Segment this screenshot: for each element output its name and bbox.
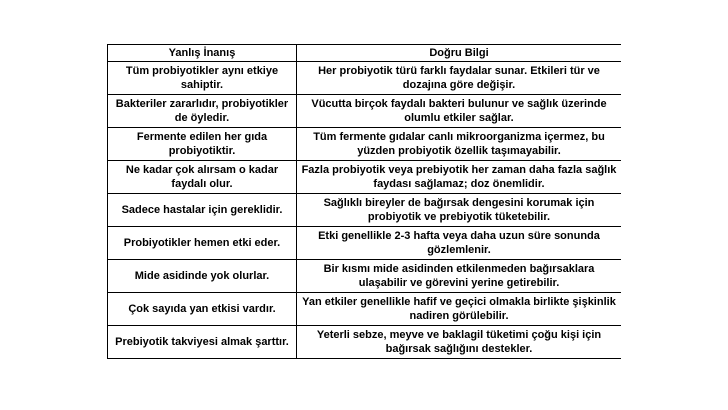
table-row: [108, 260, 622, 293]
table-container: [107, 44, 621, 370]
table-row: [108, 326, 622, 359]
table-row: [108, 128, 622, 161]
myth-cell: Fermente edilen her gıda probiyotiktir.: [108, 128, 297, 161]
myth-cell: Sadece hastalar için gereklidir.: [108, 194, 297, 227]
myth-cell: Prebiyotik takviyesi almak şarttır.: [108, 326, 297, 359]
fact-cell: Yan etkiler genellikle hafif ve geçici olmakla birlikte şişkinlik nadiren görülebilir.: [297, 293, 622, 326]
table-header-row: [108, 45, 622, 62]
fact-cell: Bir kısmı mide asidinden etkilenmeden bağırsaklara ulaşabilir ve görevini yerine getirebilir.: [297, 260, 622, 293]
table-row: [108, 293, 622, 326]
myth-cell: Çok sayıda yan etkisi vardır.: [108, 293, 297, 326]
table-row: [108, 95, 622, 128]
table-row: [108, 62, 622, 95]
myth-cell: Tüm probiyotikler aynı etkiye sahiptir.: [108, 62, 297, 95]
fact-cell: Fazla probiyotik veya prebiyotik her zaman daha fazla sağlık faydası sağlamaz; doz önemlidir.: [297, 161, 622, 194]
myth-cell: Bakteriler zararlıdır, probiyotikler de öyledir.: [108, 95, 297, 128]
table-row: [108, 194, 622, 227]
table-row: [108, 227, 622, 260]
header-myth: Yanlış İnanış: [108, 45, 297, 62]
myth-cell: Mide asidinde yok olurlar.: [108, 260, 297, 293]
fact-cell: Her probiyotik türü farklı faydalar sunar. Etkileri tür ve dozajına göre değişir.: [297, 62, 622, 95]
fact-cell: Yeterli sebze, meyve ve baklagil tüketimi çoğu kişi için bağırsak sağlığını destekler.: [297, 326, 622, 359]
fact-cell: Tüm fermente gıdalar canlı mikroorganizma içermez, bu yüzden probiyotik özellik taşımayabilir.: [297, 128, 622, 161]
myth-cell: Probiyotikler hemen etki eder.: [108, 227, 297, 260]
fact-cell: Vücutta birçok faydalı bakteri bulunur ve sağlık üzerinde olumlu etkiler sağlar.: [297, 95, 622, 128]
table-row: [108, 161, 622, 194]
myth-cell: Ne kadar çok alırsam o kadar faydalı olur.: [108, 161, 297, 194]
fact-cell: Sağlıklı bireyler de bağırsak dengesini korumak için probiyotik ve prebiyotik tüketebilir.: [297, 194, 622, 227]
myth-fact-table: [107, 44, 621, 359]
fact-cell: Etki genellikle 2-3 hafta veya daha uzun süre sonunda gözlemlenir.: [297, 227, 622, 260]
header-fact: Doğru Bilgi: [297, 45, 622, 62]
